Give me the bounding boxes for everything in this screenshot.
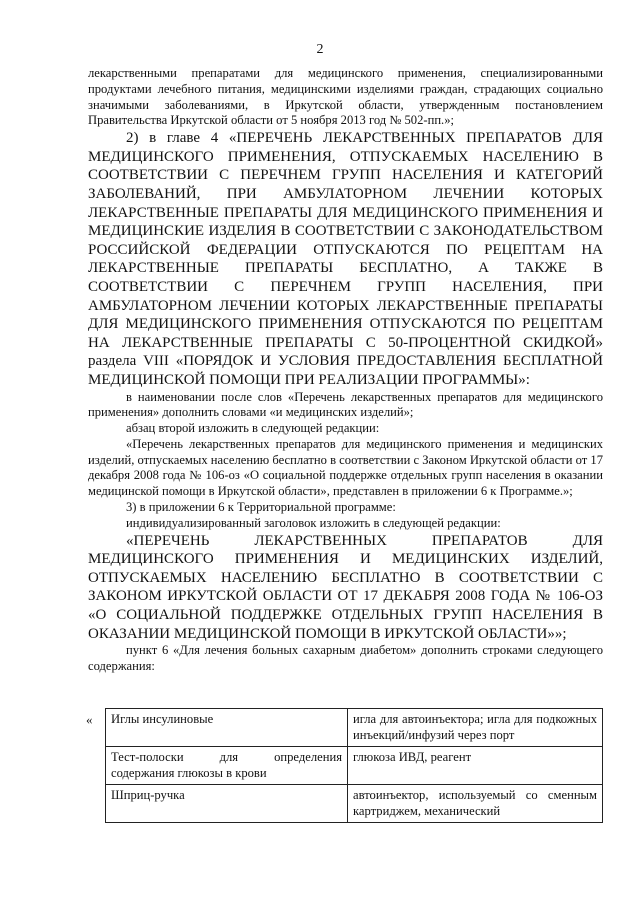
paragraph-7: индивидуализированный заголовок изложить в следующей редакции: bbox=[126, 515, 501, 530]
paragraph-9: пункт 6 «Для лечения больных сахарным диабетом» дополнить строками следующего содержания: bbox=[88, 643, 603, 674]
paragraph-5: «Перечень лекарственных препаратов для медицинского применения и медицинских изделий, отпускаемых населению бесплатно в соответствии с Законом Иркутской области от 17 декабря 2008 года № 106-оз «О социальной поддержке отдельных групп населения в оказании медицинской помощи в Иркутской области», представлен в приложении 6 к Программе.»; bbox=[88, 436, 603, 499]
opening-quote: « bbox=[86, 712, 93, 727]
table-row bbox=[106, 785, 603, 823]
item-name: Иглы инсулиновые bbox=[106, 709, 348, 747]
paragraph-6: 3) в приложении 6 к Территориальной программе: bbox=[126, 500, 396, 515]
item-form: игла для автоинъектора; игла для подкожных инъекций/инфузий через порт bbox=[348, 709, 603, 747]
items-table bbox=[105, 708, 603, 823]
item-form: глюкоза ИВД, реагент bbox=[348, 747, 603, 785]
table-row bbox=[106, 709, 603, 747]
paragraph-1: лекарственными препаратами для медицинского применения, специализированными продуктами лечебного питания, медицинскими изделиями граждан, страдающих социально значимыми заболеваниями, в Иркутской области, утвержденным постановлением Правительства Иркутской области от 5 ноября 2013 год № 502-пп.»; bbox=[88, 66, 603, 128]
item-form: автоинъектор, используемый со сменным картриджем, механический bbox=[348, 785, 603, 823]
item-name: Тест-полоски для определения содержания глюкозы в крови bbox=[106, 747, 348, 785]
page-number: 2 bbox=[316, 42, 324, 57]
document-body bbox=[88, 66, 603, 675]
paragraph-4: абзац второй изложить в следующей редакции: bbox=[126, 421, 380, 436]
paragraph-8-heading: «ПЕРЕЧЕНЬ ЛЕКАРСТВЕННЫХ ПРЕПАРАТОВ ДЛЯ МЕДИЦИНСКОГО ПРИМЕНЕНИЯ И МЕДИЦИНСКИХ ИЗДЕЛИЙ, ОТПУСКАЕМЫХ НАСЕЛЕНИЮ БЕСПЛАТНО В СООТВЕТСТВИИ С ЗАКОНОМ ИРКУТСКОЙ ОБЛАСТИ ОТ 17 ДЕКАБРЯ 2008 ГОДА № 106-ОЗ «О СОЦИАЛЬНОЙ ПОДДЕРЖКЕ ОТДЕЛЬНЫХ ГРУПП НАСЕЛЕНИЯ В ОКАЗАНИИ МЕДИЦИНСКОЙ ПОМОЩИ В ИРКУТСКОЙ ОБЛАСТИ»»; bbox=[88, 532, 603, 642]
items-table-block bbox=[86, 708, 601, 838]
table-row bbox=[106, 747, 603, 785]
item-name: Шприц-ручка bbox=[106, 785, 348, 823]
paragraph-2-chapter-4: 2) в главе 4 «ПЕРЕЧЕНЬ ЛЕКАРСТВЕННЫХ ПРЕПАРАТОВ ДЛЯ МЕДИЦИНСКОГО ПРИМЕНЕНИЯ, ОТПУСКАЕМЫХ НАСЕЛЕНИЮ В СООТВЕТСТВИИ С ПЕРЕЧНЕМ ГРУПП НАСЕЛЕНИЯ И КАТЕГОРИЙ ЗАБОЛЕВАНИЙ, ПРИ АМБУЛАТОРНОМ ЛЕЧЕНИИ КОТОРЫХ ЛЕКАРСТВЕННЫЕ ПРЕПАРАТЫ ДЛЯ МЕДИЦИНСКОГО ПРИМЕНЕНИЯ И МЕДИЦИНСКИЕ ИЗДЕЛИЯ В СООТВЕТСТВИИ С ЗАКОНОДАТЕЛЬСТВОМ РОССИЙСКОЙ ФЕДЕРАЦИИ ОТПУСКАЮТСЯ ПО РЕЦЕПТАМ НА ЛЕКАРСТВЕННЫЕ ПРЕПАРАТЫ БЕСПЛАТНО, А ТАКЖЕ В СООТВЕТСТВИИ С ПЕРЕЧНЕМ ГРУПП НАСЕЛЕНИЯ, ПРИ АМБУЛАТОРНОМ ЛЕЧЕНИИ КОТОРЫХ ЛЕКАРСТВЕННЫЕ ПРЕПАРАТЫ ДЛЯ МЕДИЦИНСКОГО ПРИМЕНЕНИЯ ОТПУСКАЮТСЯ ПО РЕЦЕПТАМ НА ЛЕКАРСТВЕННЫЕ ПРЕПАРАТЫ С 50-ПРОЦЕНТНОЙ СКИДКОЙ» раздела VIII «ПОРЯДОК И УСЛОВИЯ ПРЕДОСТАВЛЕНИЯ БЕСПЛАТНОЙ МЕДИЦИНСКОЙ ПОМОЩИ ПРИ РЕАЛИЗАЦИИ ПРОГРАММЫ»: bbox=[88, 130, 603, 388]
paragraph-3: в наименовании после слов «Перечень лекарственных препаратов для медицинского применения» дополнить словами «и медицинских изделий»; bbox=[88, 389, 603, 420]
